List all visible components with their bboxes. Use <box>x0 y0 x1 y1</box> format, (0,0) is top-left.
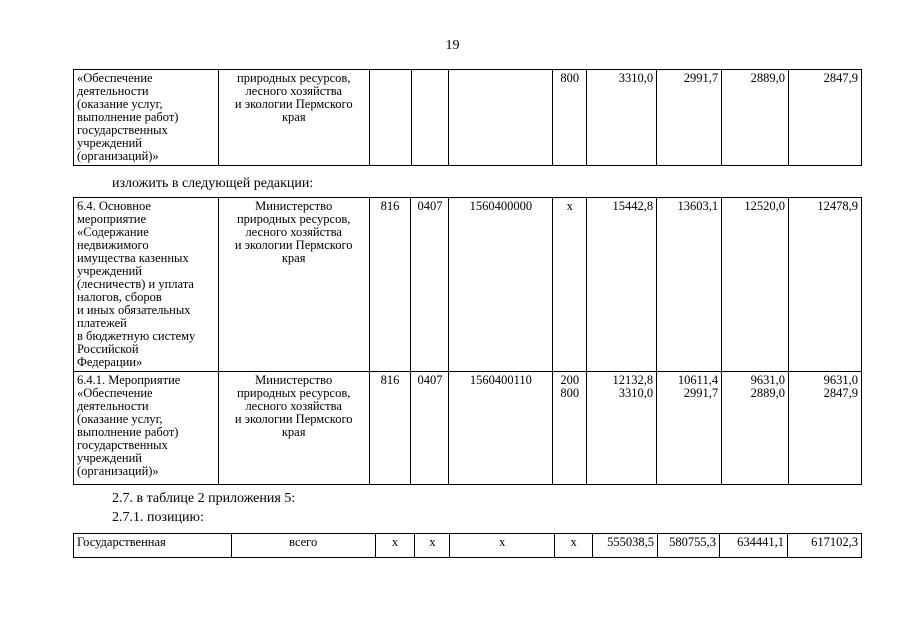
cell-x: х <box>450 534 555 558</box>
cell-rzpr <box>411 70 449 166</box>
cell-value-1: 12132,8 3310,0 <box>587 372 657 485</box>
item-2-7-text: 2.7. в таблице 2 приложения 5: <box>112 491 296 506</box>
cell-name: Государственная <box>74 534 232 558</box>
cell-x: х <box>415 534 450 558</box>
cell-vr: 800 <box>553 70 587 166</box>
table-previous-fragment <box>73 69 862 166</box>
table-row <box>74 372 862 485</box>
table-row <box>74 70 862 166</box>
cell-value-4: 9631,0 2847,9 <box>789 372 862 485</box>
cell-executor: Министерство природных ресурсов, лесного хозяйства и экологии Пермского края <box>218 372 369 485</box>
table-position <box>73 533 862 558</box>
cell-csr <box>449 70 553 166</box>
cell-value-1: 15442,8 <box>587 198 657 372</box>
cell-value-1: 3310,0 <box>587 70 657 166</box>
cell-value-2: 580755,3 <box>658 534 720 558</box>
table-new-redaction <box>73 197 862 485</box>
cell-x: х <box>375 534 415 558</box>
cell-value-2: 2991,7 <box>657 70 722 166</box>
cell-name: 6.4.1. Мероприятие «Обеспечение деятельности (оказание услуг, выполнение работ) государственных учреждений (организаций)» <box>74 372 219 485</box>
cell-value-3: 9631,0 2889,0 <box>722 372 789 485</box>
cell-value-4: 2847,9 <box>789 70 862 166</box>
cell-grbs: 816 <box>369 198 411 372</box>
cell-value-4: 617102,3 <box>787 534 861 558</box>
redaction-text: изложить в следующей редакции: <box>112 176 314 191</box>
item-2-7-1-text: 2.7.1. позицию: <box>112 510 204 525</box>
cell-executor: природных ресурсов, лесного хозяйства и экологии Пермского края <box>218 70 369 166</box>
cell-grbs <box>369 70 411 166</box>
cell-grbs: 816 <box>369 372 411 485</box>
cell-value-3: 12520,0 <box>722 198 789 372</box>
cell-executor: Министерство природных ресурсов, лесного хозяйства и экологии Пермского края <box>218 198 369 372</box>
cell-total-label: всего <box>231 534 375 558</box>
cell-name: «Обеспечение деятельности (оказание услуг, выполнение работ) государственных учреждений (организаций)» <box>74 70 219 166</box>
cell-value-4: 12478,9 <box>789 198 862 372</box>
cell-value-2: 10611,4 2991,7 <box>657 372 722 485</box>
cell-vr: 200 800 <box>553 372 587 485</box>
table-row <box>74 534 862 558</box>
table-row <box>74 198 862 372</box>
cell-value-3: 2889,0 <box>722 70 789 166</box>
page-number: 19 <box>445 38 460 53</box>
cell-csr: 1560400000 <box>449 198 553 372</box>
cell-csr: 1560400110 <box>449 372 553 485</box>
cell-value-2: 13603,1 <box>657 198 722 372</box>
cell-rzpr: 0407 <box>411 198 449 372</box>
cell-name: 6.4. Основное мероприятие «Содержание недвижимого имущества казенных учреждений (лесничеств) и уплата налогов, сборов и иных обязательных платежей в бюджетную систему Российской Федерации» <box>74 198 219 372</box>
cell-value-3: 634441,1 <box>720 534 788 558</box>
cell-rzpr: 0407 <box>411 372 449 485</box>
cell-x: х <box>555 534 593 558</box>
cell-value-1: 555038,5 <box>593 534 658 558</box>
cell-vr: х <box>553 198 587 372</box>
